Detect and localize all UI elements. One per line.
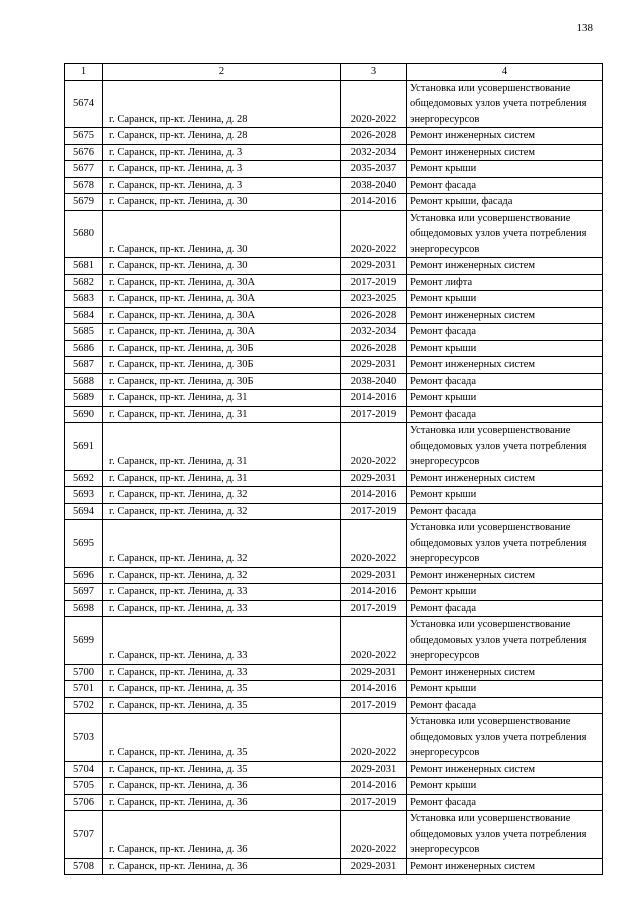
table-row <box>65 423 603 471</box>
table-row <box>65 274 603 291</box>
row-number-cell: 5703 <box>65 714 103 762</box>
address-cell: г. Саранск, пр-кт. Ленина, д. 33 <box>103 664 341 681</box>
work-type-cell: Ремонт инженерных систем <box>407 357 603 374</box>
work-type-cell: Ремонт инженерных систем <box>407 307 603 324</box>
table-row <box>65 291 603 308</box>
row-number-cell: 5684 <box>65 307 103 324</box>
table-row <box>65 794 603 811</box>
table-row <box>65 390 603 407</box>
table-row <box>65 340 603 357</box>
period-cell: 2020-2022 <box>341 520 407 568</box>
period-cell: 2029-2031 <box>341 567 407 584</box>
table-row <box>65 503 603 520</box>
period-cell: 2029-2031 <box>341 761 407 778</box>
header-cell-3: 3 <box>341 64 407 81</box>
row-number-cell: 5689 <box>65 390 103 407</box>
period-cell: 2026-2028 <box>341 340 407 357</box>
period-cell: 2029-2031 <box>341 664 407 681</box>
work-type-cell: Ремонт инженерных систем <box>407 664 603 681</box>
address-cell: г. Саранск, пр-кт. Ленина, д. 36 <box>103 858 341 875</box>
row-number-cell: 5707 <box>65 811 103 859</box>
period-cell: 2020-2022 <box>341 811 407 859</box>
work-type-cell: Ремонт инженерных систем <box>407 858 603 875</box>
header-cell-2: 2 <box>103 64 341 81</box>
work-type-cell: Ремонт фасада <box>407 794 603 811</box>
period-cell: 2035-2037 <box>341 161 407 178</box>
address-cell: г. Саранск, пр-кт. Ленина, д. 33 <box>103 584 341 601</box>
row-number-cell: 5683 <box>65 291 103 308</box>
row-number-cell: 5705 <box>65 778 103 795</box>
work-type-cell: Ремонт инженерных систем <box>407 258 603 275</box>
period-cell: 2014-2016 <box>341 487 407 504</box>
address-cell: г. Саранск, пр-кт. Ленина, д. 3 <box>103 161 341 178</box>
period-cell: 2029-2031 <box>341 357 407 374</box>
work-type-cell: Ремонт фасада <box>407 503 603 520</box>
table-row <box>65 858 603 875</box>
period-cell: 2029-2031 <box>341 858 407 875</box>
work-type-cell: Ремонт инженерных систем <box>407 761 603 778</box>
address-cell: г. Саранск, пр-кт. Ленина, д. 36 <box>103 778 341 795</box>
table-row <box>65 194 603 211</box>
address-cell: г. Саранск, пр-кт. Ленина, д. 31 <box>103 390 341 407</box>
table-row <box>65 144 603 161</box>
row-number-cell: 5675 <box>65 128 103 145</box>
row-number-cell: 5687 <box>65 357 103 374</box>
table-row <box>65 258 603 275</box>
table-row <box>65 811 603 859</box>
work-type-cell: Установка или усовершенствование общедомовых узлов учета потребления энергоресурсов <box>407 423 603 471</box>
row-number-cell: 5676 <box>65 144 103 161</box>
table-row <box>65 470 603 487</box>
address-cell: г. Саранск, пр-кт. Ленина, д. 30 <box>103 258 341 275</box>
period-cell: 2017-2019 <box>341 406 407 423</box>
work-type-cell: Ремонт крыши <box>407 291 603 308</box>
address-cell: г. Саранск, пр-кт. Ленина, д. 28 <box>103 80 341 128</box>
address-cell: г. Саранск, пр-кт. Ленина, д. 30 <box>103 210 341 258</box>
table-row <box>65 761 603 778</box>
address-cell: г. Саранск, пр-кт. Ленина, д. 3 <box>103 144 341 161</box>
address-cell: г. Саранск, пр-кт. Ленина, д. 36 <box>103 811 341 859</box>
table-row <box>65 406 603 423</box>
period-cell: 2026-2028 <box>341 307 407 324</box>
row-number-cell: 5682 <box>65 274 103 291</box>
work-type-cell: Ремонт крыши <box>407 681 603 698</box>
table-row <box>65 520 603 568</box>
period-cell: 2014-2016 <box>341 194 407 211</box>
address-cell: г. Саранск, пр-кт. Ленина, д. 3 <box>103 177 341 194</box>
period-cell: 2017-2019 <box>341 600 407 617</box>
work-type-cell: Ремонт лифта <box>407 274 603 291</box>
period-cell: 2020-2022 <box>341 423 407 471</box>
work-type-cell: Ремонт фасада <box>407 324 603 341</box>
row-number-cell: 5695 <box>65 520 103 568</box>
work-type-cell: Установка или усовершенствование общедомовых узлов учета потребления энергоресурсов <box>407 714 603 762</box>
address-cell: г. Саранск, пр-кт. Ленина, д. 30А <box>103 291 341 308</box>
work-type-cell: Ремонт фасада <box>407 177 603 194</box>
row-number-cell: 5700 <box>65 664 103 681</box>
row-number-cell: 5694 <box>65 503 103 520</box>
period-cell: 2029-2031 <box>341 470 407 487</box>
repair-schedule-table <box>64 63 603 875</box>
row-number-cell: 5698 <box>65 600 103 617</box>
page-number: 138 <box>576 22 593 34</box>
period-cell: 2014-2016 <box>341 584 407 601</box>
table-row <box>65 567 603 584</box>
period-cell: 2020-2022 <box>341 714 407 762</box>
row-number-cell: 5691 <box>65 423 103 471</box>
table-body <box>65 64 603 875</box>
row-number-cell: 5685 <box>65 324 103 341</box>
table-row <box>65 373 603 390</box>
work-type-cell: Установка или усовершенствование общедомовых узлов учета потребления энергоресурсов <box>407 80 603 128</box>
work-type-cell: Ремонт крыши <box>407 340 603 357</box>
work-type-cell: Ремонт фасада <box>407 697 603 714</box>
period-cell: 2026-2028 <box>341 128 407 145</box>
period-cell: 2017-2019 <box>341 794 407 811</box>
period-cell: 2020-2022 <box>341 210 407 258</box>
address-cell: г. Саранск, пр-кт. Ленина, д. 32 <box>103 487 341 504</box>
table-row <box>65 324 603 341</box>
row-number-cell: 5706 <box>65 794 103 811</box>
table-row <box>65 584 603 601</box>
work-type-cell: Установка или усовершенствование общедомовых узлов учета потребления энергоресурсов <box>407 520 603 568</box>
address-cell: г. Саранск, пр-кт. Ленина, д. 32 <box>103 567 341 584</box>
work-type-cell: Ремонт крыши <box>407 584 603 601</box>
address-cell: г. Саранск, пр-кт. Ленина, д. 30А <box>103 307 341 324</box>
work-type-cell: Ремонт крыши <box>407 161 603 178</box>
work-type-cell: Установка или усовершенствование общедомовых узлов учета потребления энергоресурсов <box>407 210 603 258</box>
address-cell: г. Саранск, пр-кт. Ленина, д. 31 <box>103 470 341 487</box>
period-cell: 2020-2022 <box>341 617 407 665</box>
table-row <box>65 681 603 698</box>
row-number-cell: 5693 <box>65 487 103 504</box>
address-cell: г. Саранск, пр-кт. Ленина, д. 30Б <box>103 340 341 357</box>
work-type-cell: Установка или усовершенствование общедомовых узлов учета потребления энергоресурсов <box>407 617 603 665</box>
period-cell: 2038-2040 <box>341 373 407 390</box>
address-cell: г. Саранск, пр-кт. Ленина, д. 36 <box>103 794 341 811</box>
table-row <box>65 210 603 258</box>
row-number-cell: 5708 <box>65 858 103 875</box>
row-number-cell: 5701 <box>65 681 103 698</box>
header-cell-4: 4 <box>407 64 603 81</box>
work-type-cell: Ремонт фасада <box>407 600 603 617</box>
address-cell: г. Саранск, пр-кт. Ленина, д. 35 <box>103 697 341 714</box>
table-row <box>65 487 603 504</box>
table-row <box>65 778 603 795</box>
period-cell: 2029-2031 <box>341 258 407 275</box>
row-number-cell: 5690 <box>65 406 103 423</box>
address-cell: г. Саранск, пр-кт. Ленина, д. 30Б <box>103 357 341 374</box>
table-row <box>65 714 603 762</box>
address-cell: г. Саранск, пр-кт. Ленина, д. 30А <box>103 324 341 341</box>
address-cell: г. Саранск, пр-кт. Ленина, д. 30 <box>103 194 341 211</box>
work-type-cell: Ремонт инженерных систем <box>407 128 603 145</box>
row-number-cell: 5680 <box>65 210 103 258</box>
period-cell: 2014-2016 <box>341 778 407 795</box>
row-number-cell: 5686 <box>65 340 103 357</box>
table-row <box>65 617 603 665</box>
table-row <box>65 161 603 178</box>
work-type-cell: Ремонт крыши <box>407 487 603 504</box>
row-number-cell: 5704 <box>65 761 103 778</box>
period-cell: 2017-2019 <box>341 503 407 520</box>
row-number-cell: 5677 <box>65 161 103 178</box>
work-type-cell: Установка или усовершенствование общедомовых узлов учета потребления энергоресурсов <box>407 811 603 859</box>
row-number-cell: 5688 <box>65 373 103 390</box>
table-row <box>65 307 603 324</box>
work-type-cell: Ремонт инженерных систем <box>407 144 603 161</box>
row-number-cell: 5696 <box>65 567 103 584</box>
row-number-cell: 5674 <box>65 80 103 128</box>
table-row <box>65 697 603 714</box>
address-cell: г. Саранск, пр-кт. Ленина, д. 32 <box>103 503 341 520</box>
work-type-cell: Ремонт инженерных систем <box>407 470 603 487</box>
address-cell: г. Саранск, пр-кт. Ленина, д. 35 <box>103 761 341 778</box>
period-cell: 2032-2034 <box>341 144 407 161</box>
period-cell: 2020-2022 <box>341 80 407 128</box>
row-number-cell: 5681 <box>65 258 103 275</box>
row-number-cell: 5699 <box>65 617 103 665</box>
work-type-cell: Ремонт фасада <box>407 406 603 423</box>
period-cell: 2017-2019 <box>341 274 407 291</box>
period-cell: 2038-2040 <box>341 177 407 194</box>
address-cell: г. Саранск, пр-кт. Ленина, д. 32 <box>103 520 341 568</box>
header-cell-1: 1 <box>65 64 103 81</box>
row-number-cell: 5678 <box>65 177 103 194</box>
address-cell: г. Саранск, пр-кт. Ленина, д. 30Б <box>103 373 341 390</box>
row-number-cell: 5702 <box>65 697 103 714</box>
period-cell: 2032-2034 <box>341 324 407 341</box>
period-cell: 2017-2019 <box>341 697 407 714</box>
work-type-cell: Ремонт фасада <box>407 373 603 390</box>
table-row <box>65 80 603 128</box>
address-cell: г. Саранск, пр-кт. Ленина, д. 31 <box>103 406 341 423</box>
row-number-cell: 5692 <box>65 470 103 487</box>
period-cell: 2014-2016 <box>341 390 407 407</box>
address-cell: г. Саранск, пр-кт. Ленина, д. 35 <box>103 681 341 698</box>
work-type-cell: Ремонт крыши <box>407 390 603 407</box>
row-number-cell: 5697 <box>65 584 103 601</box>
table-row <box>65 177 603 194</box>
work-type-cell: Ремонт крыши, фасада <box>407 194 603 211</box>
address-cell: г. Саранск, пр-кт. Ленина, д. 33 <box>103 617 341 665</box>
period-cell: 2023-2025 <box>341 291 407 308</box>
work-type-cell: Ремонт крыши <box>407 778 603 795</box>
period-cell: 2014-2016 <box>341 681 407 698</box>
table-row <box>65 128 603 145</box>
address-cell: г. Саранск, пр-кт. Ленина, д. 35 <box>103 714 341 762</box>
address-cell: г. Саранск, пр-кт. Ленина, д. 30А <box>103 274 341 291</box>
work-type-cell: Ремонт инженерных систем <box>407 567 603 584</box>
table-header-row <box>65 64 603 81</box>
table-row <box>65 600 603 617</box>
address-cell: г. Саранск, пр-кт. Ленина, д. 33 <box>103 600 341 617</box>
table-row <box>65 664 603 681</box>
address-cell: г. Саранск, пр-кт. Ленина, д. 28 <box>103 128 341 145</box>
row-number-cell: 5679 <box>65 194 103 211</box>
table-row <box>65 357 603 374</box>
address-cell: г. Саранск, пр-кт. Ленина, д. 31 <box>103 423 341 471</box>
